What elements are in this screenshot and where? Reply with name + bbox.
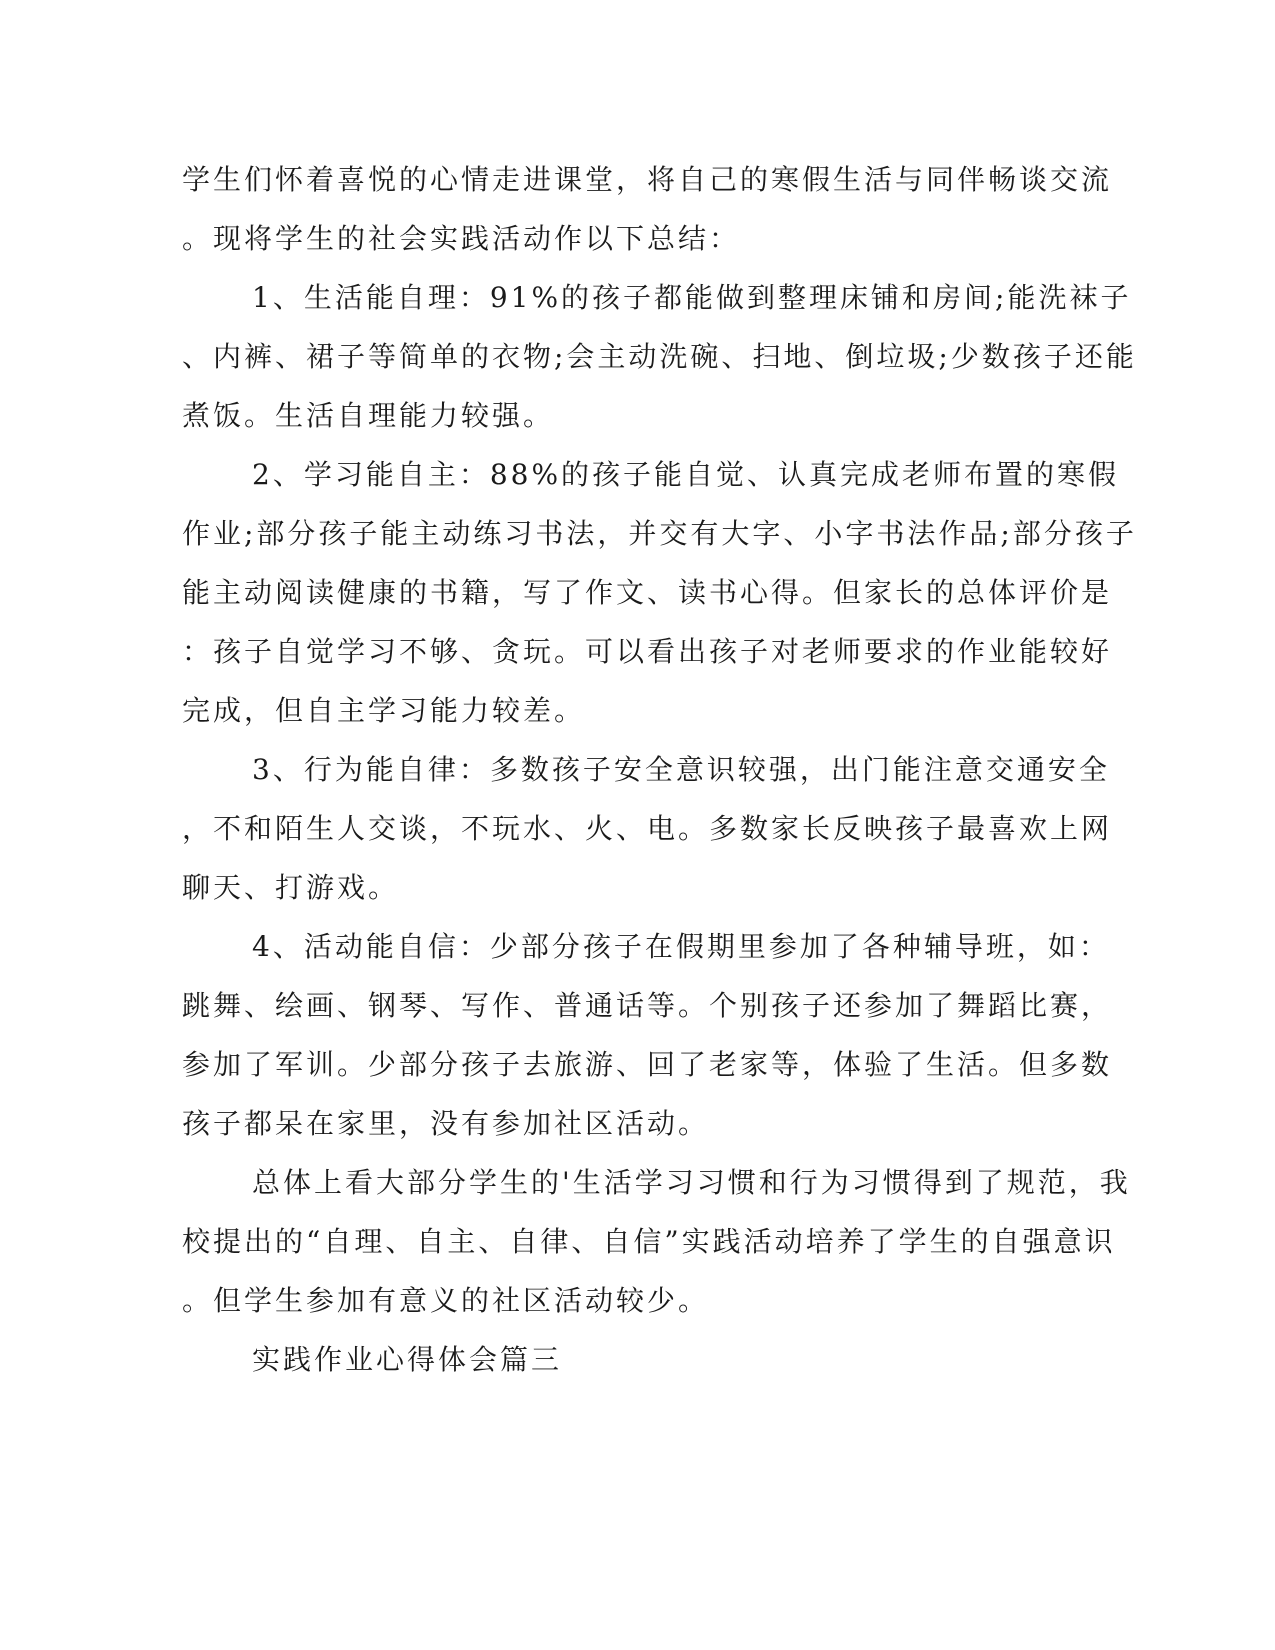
text-line: 孩子都呆在家里，没有参加社区活动。 bbox=[182, 1107, 710, 1140]
text-line: 能主动阅读健康的书籍，写了作文、读书心得。但家长的总体评价是 bbox=[182, 576, 1113, 609]
text-line: 、内裤、裙子等简单的衣物;会主动洗碗、扫地、倒垃圾;少数孩子还能 bbox=[182, 340, 1137, 373]
text-line: 4、活动能自信：少部分孩子在假期里参加了各种辅导班，如： bbox=[252, 930, 1110, 963]
text-line: 2、学习能自主：88%的孩子能自觉、认真完成老师布置的寒假 bbox=[252, 458, 1120, 491]
text-line: ，不和陌生人交谈，不玩水、火、电。多数家长反映孩子最喜欢上网 bbox=[182, 812, 1113, 845]
text-line: 作业;部分孩子能主动练习书法，并交有大字、小字书法作品;部分孩子 bbox=[182, 517, 1137, 550]
section-heading: 实践作业心得体会篇三 bbox=[252, 1343, 563, 1376]
text-line: 。但学生参加有意义的社区活动较少。 bbox=[182, 1284, 710, 1317]
text-line: 煮饭。生活自理能力较强。 bbox=[182, 399, 555, 432]
text-line: ：孩子自觉学习不够、贪玩。可以看出孩子对老师要求的作业能较好 bbox=[182, 635, 1113, 668]
text-line: 3、行为能自律：多数孩子安全意识较强，出门能注意交通安全 bbox=[252, 753, 1110, 786]
text-line: 。现将学生的社会实践活动作以下总结： bbox=[182, 222, 741, 255]
text-line: 完成，但自主学习能力较差。 bbox=[182, 694, 586, 727]
text-line: 1、生活能自理：91%的孩子都能做到整理床铺和房间;能洗袜子 bbox=[252, 281, 1132, 314]
text-line: 参加了军训。少部分孩子去旅游、回了老家等，体验了生活。但多数 bbox=[182, 1048, 1113, 1081]
text-line: 跳舞、绘画、钢琴、写作、普通话等。个别孩子还参加了舞蹈比赛， bbox=[182, 989, 1113, 1022]
text-line: 聊天、打游戏。 bbox=[182, 871, 400, 904]
text-line: 总体上看大部分学生的'生活学习习惯和行为习惯得到了规范，我 bbox=[252, 1166, 1131, 1199]
text-line: 校提出的“自理、自主、自律、自信”实践活动培养了学生的自强意识 bbox=[182, 1225, 1116, 1258]
text-line: 学生们怀着喜悦的心情走进课堂，将自己的寒假生活与同伴畅谈交流 bbox=[182, 163, 1113, 196]
